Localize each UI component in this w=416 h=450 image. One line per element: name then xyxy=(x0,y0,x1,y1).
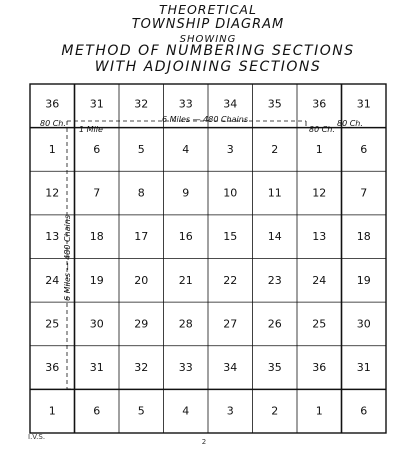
section-number: 1 xyxy=(48,404,56,418)
section-number: 2 xyxy=(271,142,279,156)
section-number: 12 xyxy=(312,186,327,200)
section-number: 3 xyxy=(226,142,234,156)
section-number: 27 xyxy=(223,317,238,331)
section-number: 25 xyxy=(312,317,327,331)
title-line-1: THEORETICAL xyxy=(159,2,257,17)
section-number: 12 xyxy=(45,186,60,200)
section-number: 2 xyxy=(271,404,279,418)
top-right-chains-label: 80 Ch. xyxy=(337,119,363,128)
section-number: 14 xyxy=(267,230,282,244)
vertical-distance-label: 6 Miles — 480 Chains xyxy=(63,215,72,301)
section-number: 35 xyxy=(267,361,282,375)
section-number: 36 xyxy=(45,97,60,111)
section-number: 7 xyxy=(360,186,368,200)
section-number: 6 xyxy=(93,142,101,156)
section-number: 19 xyxy=(356,273,371,287)
section-number: 3 xyxy=(226,404,234,418)
section-number: 33 xyxy=(178,97,193,111)
section-number: 25 xyxy=(45,317,60,331)
section-number: 35 xyxy=(267,97,282,111)
section-number: 6 xyxy=(360,404,368,418)
section-number: 13 xyxy=(312,230,327,244)
title-line-4: METHOD OF NUMBERING SECTIONS xyxy=(61,43,355,59)
section-number: 23 xyxy=(267,273,282,287)
section-number: 13 xyxy=(45,230,60,244)
section-number: 36 xyxy=(312,361,327,375)
section-number: 34 xyxy=(223,361,238,375)
inner-right-chains-label: 80 Ch. xyxy=(309,125,335,134)
section-number: 36 xyxy=(45,361,60,375)
footer-initials: I.V.S. xyxy=(28,433,46,441)
section-number: 5 xyxy=(137,142,145,156)
section-number: 1 xyxy=(48,142,56,156)
section-number: 34 xyxy=(223,97,238,111)
section-number: 30 xyxy=(89,317,104,331)
section-number: 18 xyxy=(356,230,371,244)
section-number: 31 xyxy=(356,97,371,111)
section-number: 30 xyxy=(356,317,371,331)
section-number: 29 xyxy=(134,317,149,331)
top-left-chains-label: 80 Ch. xyxy=(40,119,66,128)
section-number: 4 xyxy=(182,142,190,156)
section-number: 8 xyxy=(137,186,145,200)
one-mile-label: 1 Mile xyxy=(79,125,103,134)
title-line-2: TOWNSHIP DIAGRAM xyxy=(131,17,285,32)
section-number: 32 xyxy=(134,361,149,375)
footer-page-number: 2 xyxy=(201,438,207,446)
section-number: 16 xyxy=(178,230,193,244)
section-number: 20 xyxy=(134,273,149,287)
section-number: 22 xyxy=(223,273,238,287)
section-number: 33 xyxy=(178,361,193,375)
section-number: 24 xyxy=(312,273,327,287)
section-number: 31 xyxy=(356,361,371,375)
section-number: 10 xyxy=(223,186,238,200)
section-number: 4 xyxy=(182,404,190,418)
section-number: 11 xyxy=(267,186,282,200)
grid-lines xyxy=(30,84,386,433)
section-number: 6 xyxy=(93,404,101,418)
section-number: 26 xyxy=(267,317,282,331)
section-number: 9 xyxy=(182,186,190,200)
section-number: 7 xyxy=(93,186,101,200)
section-number: 28 xyxy=(178,317,193,331)
section-number: 31 xyxy=(89,97,104,111)
section-number: 21 xyxy=(178,273,193,287)
section-number: 18 xyxy=(89,230,104,244)
section-number: 1 xyxy=(315,404,323,418)
title-line-5: WITH ADJOINING SECTIONS xyxy=(94,59,322,75)
section-number: 24 xyxy=(45,273,60,287)
section-number: 32 xyxy=(134,97,149,111)
section-number: 31 xyxy=(89,361,104,375)
section-number: 17 xyxy=(134,230,149,244)
section-number: 6 xyxy=(360,142,368,156)
section-number: 19 xyxy=(89,273,104,287)
section-number: 1 xyxy=(315,142,323,156)
section-number: 5 xyxy=(137,404,145,418)
section-number: 15 xyxy=(223,230,238,244)
horizontal-distance-label: 6 Miles — 480 Chains xyxy=(162,115,248,124)
township-boundary xyxy=(67,121,306,389)
title-line-3: SHOWING xyxy=(179,34,237,45)
section-number: 36 xyxy=(312,97,327,111)
